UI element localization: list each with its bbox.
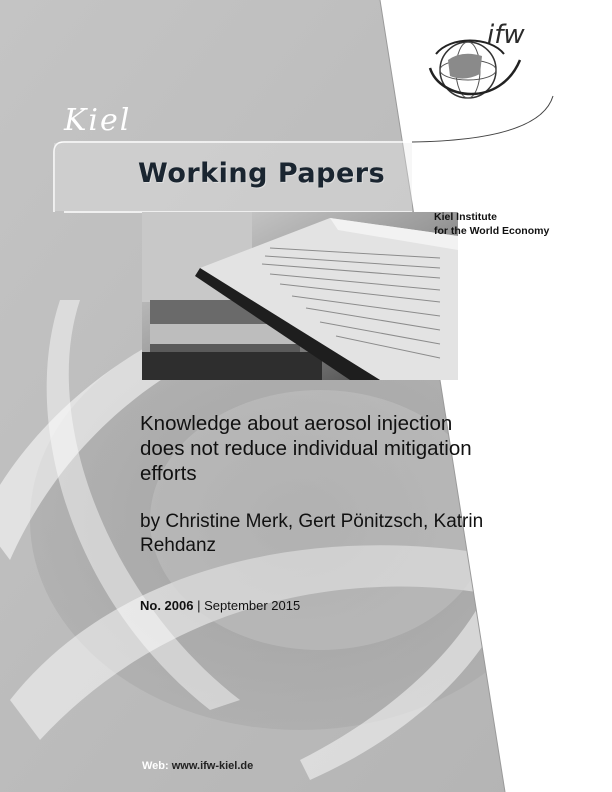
authors-line-1: by Christine Merk, Gert Pönitzsch, Katrin (140, 511, 484, 532)
series-title: Working Papers (138, 158, 386, 189)
issue-number: No. 2006 (140, 598, 194, 613)
paper-authors (140, 510, 540, 558)
web-link[interactable]: www.ifw-kiel.de (171, 760, 254, 772)
footer-web (142, 760, 253, 772)
issue-date: September 2015 (204, 598, 301, 613)
series-word: Kiel (64, 103, 132, 138)
authors-line-2: Rehdanz (140, 535, 217, 556)
ifw-logo-text: ifw (487, 20, 525, 50)
paper-title-line-2: does not reduce individual mitigation (140, 437, 472, 460)
institute-name (434, 210, 549, 238)
issue-info (140, 598, 300, 613)
issue-separator: | (193, 598, 205, 613)
paper-title-line-3: efforts (140, 462, 197, 485)
institute-line-1: Kiel Institute (434, 211, 498, 223)
paper-title-line-1: Knowledge about aerosol injection (140, 412, 453, 435)
institute-line-2: for the World Economy (434, 225, 550, 237)
book-photo (142, 212, 458, 380)
web-label: Web: (142, 760, 169, 772)
paper-title (140, 411, 540, 486)
